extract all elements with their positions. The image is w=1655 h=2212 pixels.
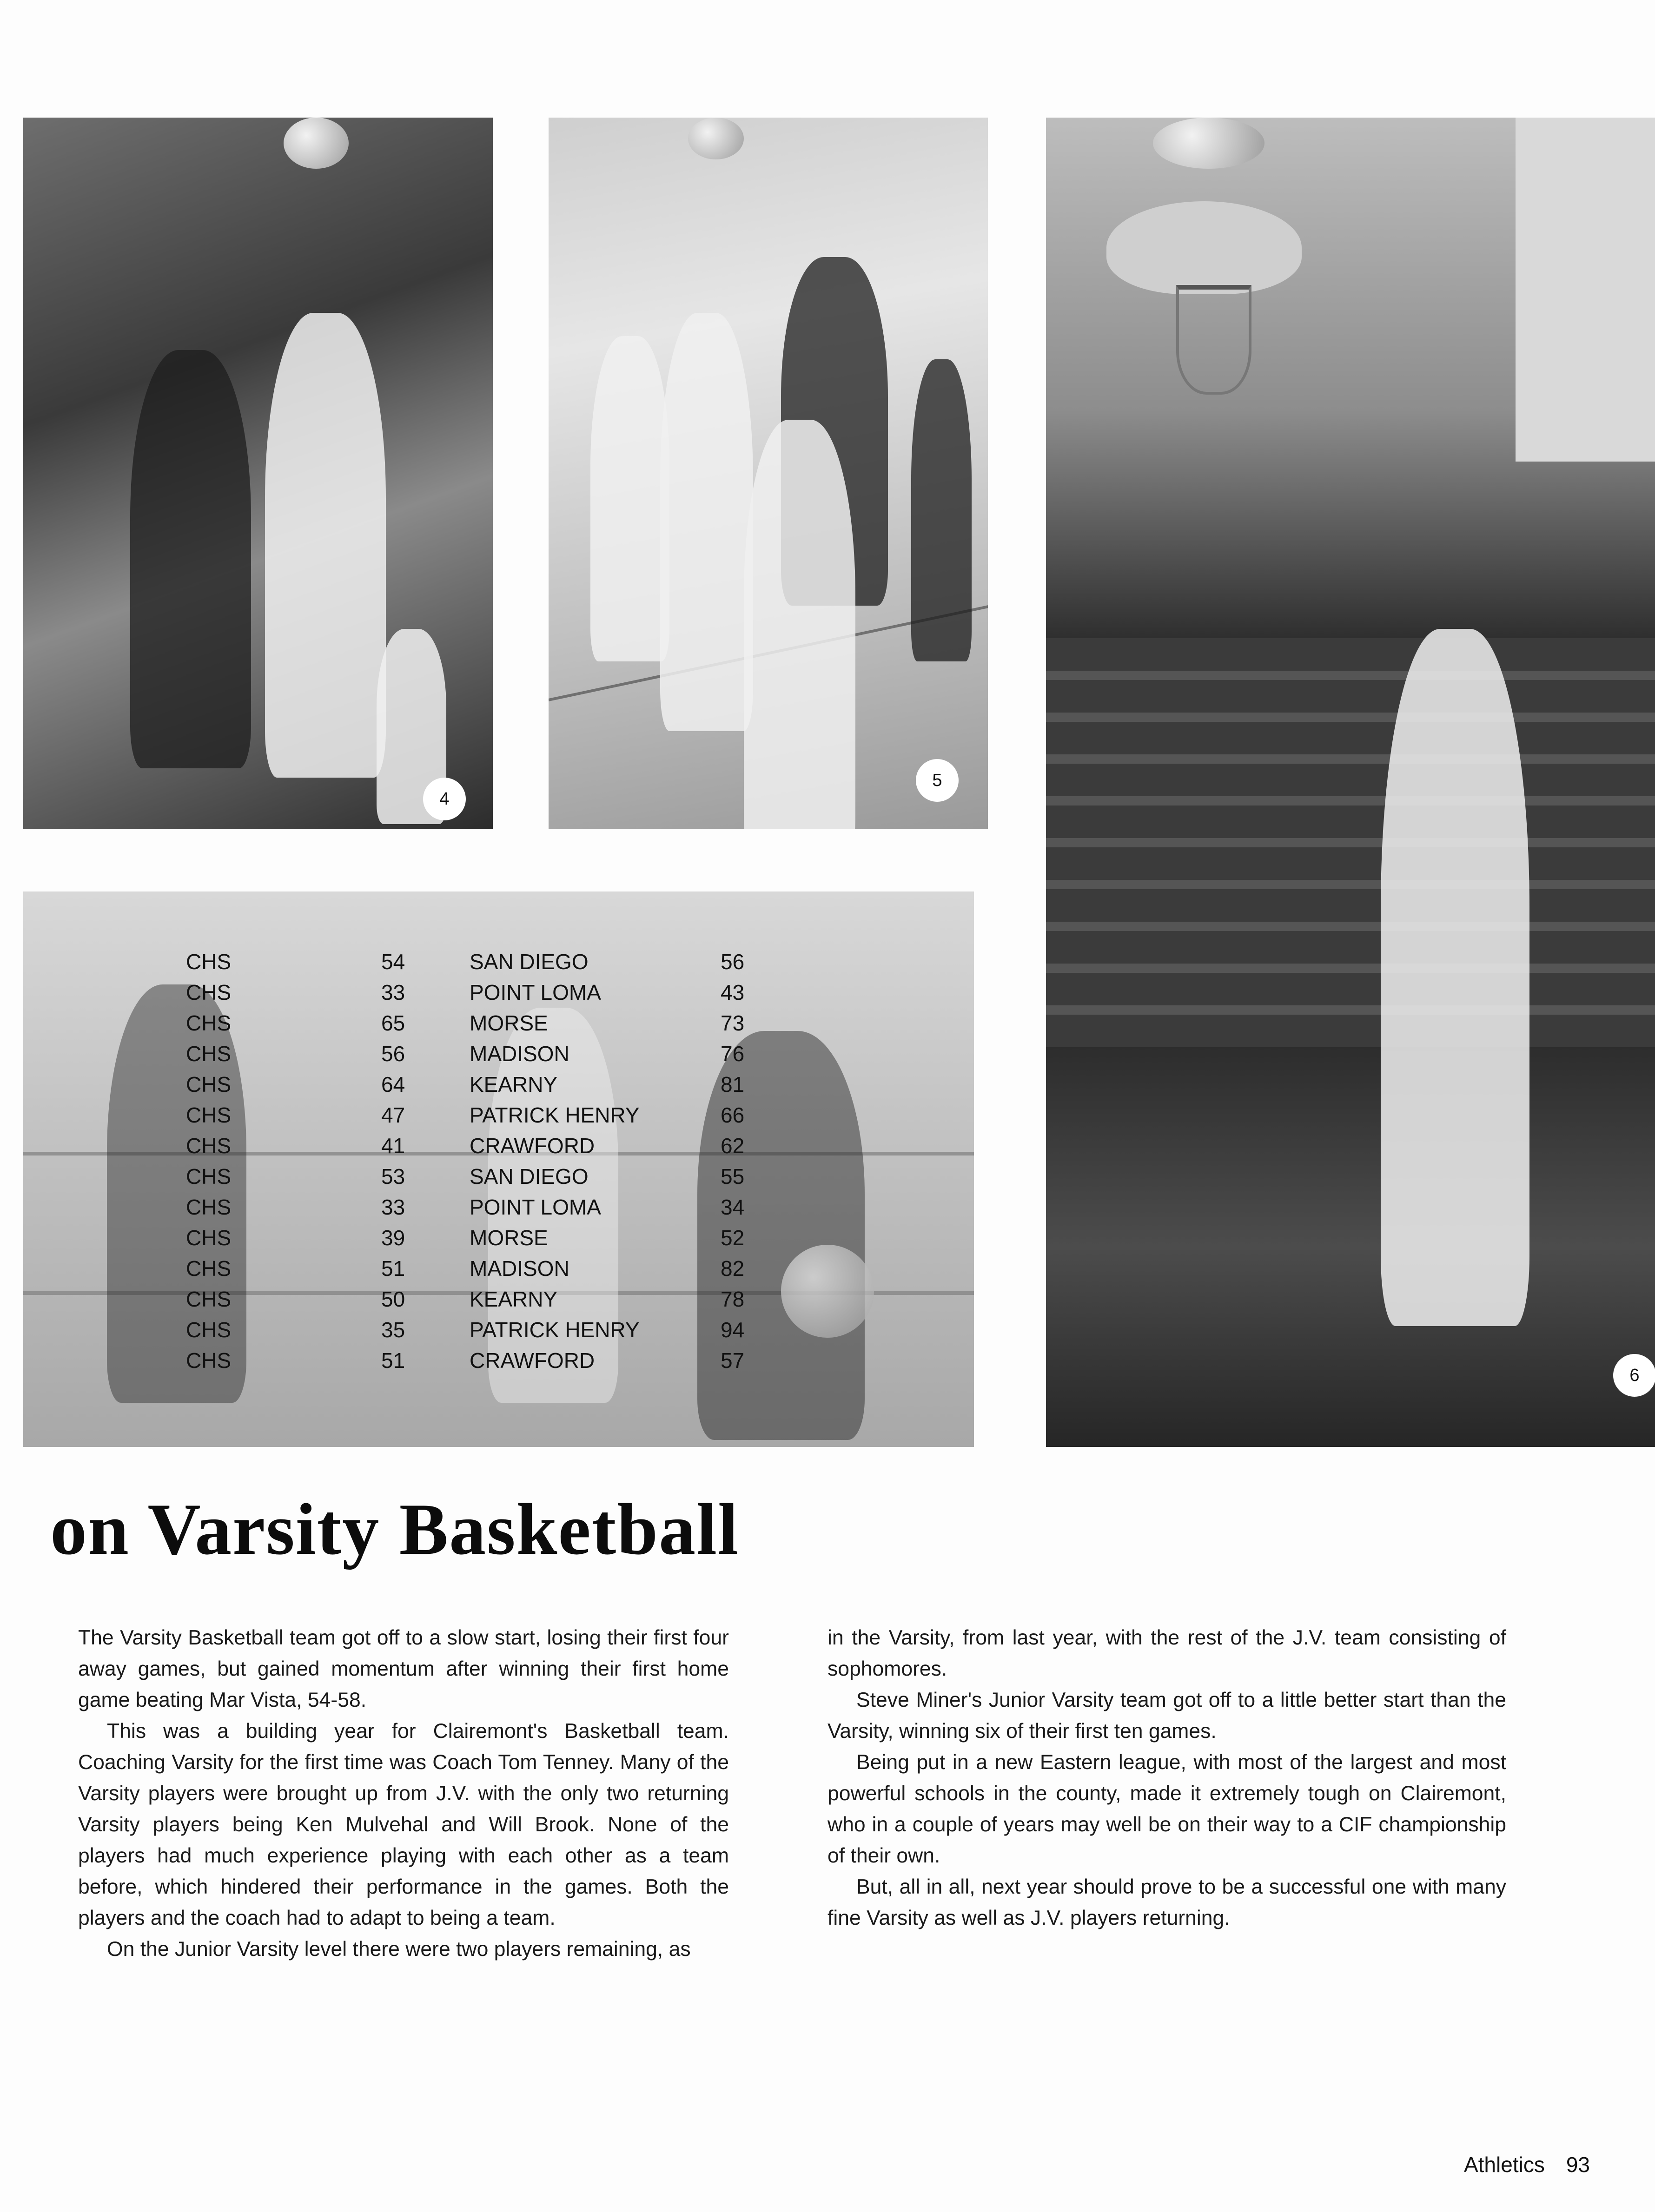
opponent-name: MORSE xyxy=(470,1226,548,1250)
court-floor xyxy=(1046,1047,1655,1447)
opponent-score: 73 xyxy=(721,1011,745,1035)
bleachers xyxy=(1046,638,1655,1047)
player-figure xyxy=(265,313,386,778)
team-abbrev: CHS xyxy=(186,1011,232,1035)
team-abbrev: CHS xyxy=(186,1287,232,1311)
opponent-name: CRAWFORD xyxy=(470,1348,595,1373)
team-abbrev: CHS xyxy=(186,1318,232,1342)
opponent-score: 34 xyxy=(721,1195,745,1219)
chs-score: 50 xyxy=(381,1287,405,1311)
chs-score: 56 xyxy=(381,1042,405,1066)
player-figure xyxy=(660,313,753,731)
opponent-name: MADISON xyxy=(470,1042,569,1066)
opponent-score: 76 xyxy=(721,1042,745,1066)
opponent-score: 62 xyxy=(721,1134,745,1158)
chs-score: 53 xyxy=(381,1164,405,1189)
chs-score: 51 xyxy=(381,1348,405,1373)
wall-mural xyxy=(1516,118,1655,462)
opponent-score: 81 xyxy=(721,1072,745,1096)
opponent-score: 56 xyxy=(721,950,745,974)
backboard xyxy=(1106,201,1302,294)
team-abbrev: CHS xyxy=(186,1042,232,1066)
chs-score: 33 xyxy=(381,1195,405,1219)
team-abbrev: CHS xyxy=(186,1134,232,1158)
team-abbrev: CHS xyxy=(186,1348,232,1373)
team-abbrev: CHS xyxy=(186,980,232,1004)
page-footer xyxy=(1464,2152,1590,2177)
player-figure xyxy=(1381,629,1529,1326)
paragraph: This was a building year for Clairemont's Basketball team. Coaching Varsity for the first time was Coach Tom Tenney. Many of the Varsity players were brought up from J.V. with the only two returning Varsity players being Ken Mulvehal and Will Brook. None of the players had much experience playing with each other as a team before, which hindered their performance in the games. Both the players and the coach had to adapt to being a team. xyxy=(78,1720,729,1929)
opponent-name: POINT LOMA xyxy=(470,980,601,1004)
team-abbrev: CHS xyxy=(186,1226,232,1250)
paragraph: The Varsity Basketball team got off to a slow start, losing their first four away games, but gained momentum after winning their first home game beating Mar Vista, 54-58. xyxy=(78,1626,729,1711)
photo-4 xyxy=(23,118,493,829)
paragraph: Steve Miner's Junior Varsity team got off to a little better start than the Varsity, winning six of their first ten games. xyxy=(828,1689,1506,1743)
opponent-name: KEARNY xyxy=(470,1287,558,1311)
opponent-name: MORSE xyxy=(470,1011,548,1035)
chs-score: 35 xyxy=(381,1318,405,1342)
player-figure xyxy=(744,420,855,829)
basketball xyxy=(1153,118,1264,169)
basketball xyxy=(781,1245,874,1338)
team-abbrev: CHS xyxy=(186,1164,232,1189)
opponent-score: 82 xyxy=(721,1256,745,1281)
basketball xyxy=(284,118,349,169)
chs-score: 51 xyxy=(381,1256,405,1281)
paragraph: On the Junior Varsity level there were two players remaining, as xyxy=(107,1938,691,1961)
opponent-name: SAN DIEGO xyxy=(470,1164,589,1189)
photo-6 xyxy=(1046,118,1655,1447)
opponent-name: PATRICK HENRY xyxy=(470,1318,640,1342)
player-figure xyxy=(911,359,972,661)
player-figure xyxy=(130,350,251,768)
body-column-right xyxy=(828,1622,1506,1934)
opponent-score: 52 xyxy=(721,1226,745,1250)
team-abbrev: CHS xyxy=(186,950,232,974)
opponent-score: 78 xyxy=(721,1287,745,1311)
body-column-left xyxy=(78,1622,729,1965)
page-number: 93 xyxy=(1566,2153,1590,2177)
photo-number: 6 xyxy=(1613,1354,1655,1397)
opponent-score: 66 xyxy=(721,1103,745,1127)
photo-number: 5 xyxy=(916,759,959,802)
page-headline: on Varsity Basketball xyxy=(50,1489,739,1570)
opponent-name: KEARNY xyxy=(470,1072,558,1096)
chs-score: 33 xyxy=(381,980,405,1004)
team-abbrev: CHS xyxy=(186,1103,232,1127)
opponent-name: POINT LOMA xyxy=(470,1195,601,1219)
opponent-name: PATRICK HENRY xyxy=(470,1103,640,1127)
paragraph: Being put in a new Eastern league, with most of the largest and most powerful schools in the county, made it extremely tough on Clairemont, who in a couple of years may well be on their way to a CIF championship of their own. xyxy=(828,1751,1506,1867)
opponent-name: SAN DIEGO xyxy=(470,950,589,974)
opponent-score: 43 xyxy=(721,980,745,1004)
chs-score: 65 xyxy=(381,1011,405,1035)
chs-score: 39 xyxy=(381,1226,405,1250)
team-abbrev: CHS xyxy=(186,1195,232,1219)
opponent-name: MADISON xyxy=(470,1256,569,1281)
photo-5 xyxy=(549,118,988,829)
chs-score: 47 xyxy=(381,1103,405,1127)
section-label: Athletics xyxy=(1463,2153,1545,2177)
chs-score: 41 xyxy=(381,1134,405,1158)
opponent-score: 57 xyxy=(721,1348,745,1373)
opponent-score: 55 xyxy=(721,1164,745,1189)
hoop-net xyxy=(1176,285,1251,395)
basketball xyxy=(688,118,744,159)
chs-score: 64 xyxy=(381,1072,405,1096)
paragraph: in the Varsity, from last year, with the rest of the J.V. team consisting of sophomores. xyxy=(828,1626,1506,1680)
opponent-score: 94 xyxy=(721,1318,745,1342)
chs-score: 54 xyxy=(381,950,405,974)
opponent-name: CRAWFORD xyxy=(470,1134,595,1158)
team-abbrev: CHS xyxy=(186,1072,232,1096)
player-figure xyxy=(590,336,669,661)
paragraph: But, all in all, next year should prove to be a successful one with many fine Varsity as well as J.V. players returning. xyxy=(828,1875,1506,1929)
team-abbrev: CHS xyxy=(186,1256,232,1281)
photo-number: 4 xyxy=(423,778,466,820)
